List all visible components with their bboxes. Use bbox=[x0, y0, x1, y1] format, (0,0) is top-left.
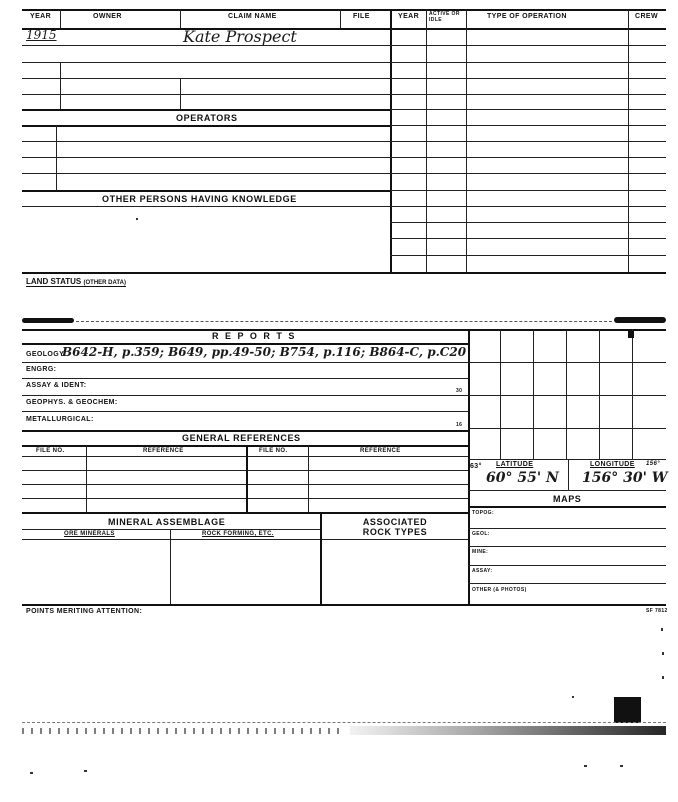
ref-header-reference-2: REFERENCE bbox=[360, 448, 401, 454]
rule bbox=[56, 125, 57, 190]
rock-forming-label: ROCK FORMING, ETC. bbox=[202, 531, 274, 537]
scan-smudge bbox=[614, 317, 666, 323]
rule bbox=[22, 411, 468, 412]
rule bbox=[390, 62, 666, 63]
longitude-label: LONGITUDE bbox=[590, 461, 635, 468]
latitude-value: 60° 55' N bbox=[486, 470, 559, 486]
land-status-sublabel: (OTHER DATA) bbox=[83, 280, 126, 286]
rule bbox=[22, 362, 468, 363]
rule bbox=[390, 45, 666, 46]
rule bbox=[22, 78, 390, 79]
latitude-prefix: 63° bbox=[470, 463, 482, 470]
rule bbox=[390, 109, 666, 110]
points-meriting-attention-label: POINTS MERITING ATTENTION: bbox=[26, 608, 143, 615]
rule bbox=[390, 94, 666, 95]
rule bbox=[500, 329, 501, 459]
rule bbox=[180, 78, 181, 109]
rule bbox=[468, 506, 666, 508]
rule bbox=[390, 141, 666, 142]
rule bbox=[22, 512, 468, 514]
rule bbox=[22, 125, 390, 127]
rule bbox=[22, 9, 666, 11]
rule bbox=[22, 722, 666, 723]
rule bbox=[22, 484, 468, 485]
scan-speck bbox=[136, 218, 138, 220]
rule bbox=[599, 329, 600, 459]
rule bbox=[468, 583, 666, 584]
rule bbox=[22, 430, 468, 432]
rule bbox=[22, 157, 390, 158]
rule bbox=[86, 445, 87, 512]
scan-smudge bbox=[22, 318, 74, 323]
other-persons-heading: OTHER PERSONS HAVING KNOWLEDGE bbox=[102, 194, 297, 204]
rule bbox=[22, 456, 468, 457]
scan-noise-band bbox=[22, 728, 342, 734]
rule bbox=[390, 222, 666, 223]
associated-rock-types-heading: ASSOCIATED ROCK TYPES bbox=[362, 517, 428, 537]
header-active-idle: ACTIVE OR IDLE bbox=[429, 11, 460, 23]
header-crew: CREW bbox=[635, 13, 658, 20]
header-file: FILE bbox=[353, 13, 370, 20]
rule bbox=[468, 395, 666, 396]
rule bbox=[60, 62, 61, 109]
reports-heading: R E P O R T S bbox=[212, 331, 297, 341]
rule bbox=[468, 565, 666, 566]
rule bbox=[22, 445, 468, 447]
rule bbox=[22, 539, 468, 540]
rule bbox=[22, 190, 390, 192]
maps-heading: MAPS bbox=[553, 494, 582, 504]
rule bbox=[340, 9, 341, 28]
rule bbox=[308, 445, 309, 512]
geology-label: GEOLOGY: bbox=[26, 351, 67, 358]
rule bbox=[566, 329, 567, 459]
rule bbox=[390, 78, 666, 79]
maps-topog-label: TOPOG: bbox=[472, 510, 495, 516]
rule bbox=[22, 329, 666, 331]
scan-noise-band bbox=[350, 726, 666, 735]
rule bbox=[390, 206, 666, 207]
rule bbox=[468, 428, 666, 429]
rule bbox=[390, 190, 666, 191]
rule bbox=[22, 141, 390, 142]
rule bbox=[22, 28, 666, 30]
rule bbox=[468, 362, 666, 363]
land-status-label: LAND STATUS bbox=[26, 277, 82, 286]
entry-year: 1915 bbox=[26, 28, 57, 42]
rule bbox=[22, 470, 468, 471]
rule bbox=[468, 490, 666, 491]
rule bbox=[22, 604, 666, 606]
engrg-label: ENGRG: bbox=[26, 366, 57, 373]
rule bbox=[22, 173, 390, 174]
rule bbox=[170, 529, 171, 604]
rule bbox=[320, 512, 322, 604]
geology-value: B642-H, p.359; B649, pp.49-50; B754, p.116; B864-C, p.C20 bbox=[62, 345, 467, 359]
header-claim-name: CLAIM NAME bbox=[228, 13, 277, 20]
rule bbox=[390, 238, 666, 239]
margin-number: 30 bbox=[456, 388, 463, 394]
general-references-heading: GENERAL REFERENCES bbox=[182, 433, 301, 443]
rule bbox=[60, 9, 61, 28]
rule bbox=[468, 459, 666, 460]
header-year: YEAR bbox=[30, 13, 52, 20]
scan-speck bbox=[620, 765, 623, 767]
assay-ident-label: ASSAY & IDENT: bbox=[26, 382, 87, 389]
longitude-value: 156° 30' W bbox=[582, 470, 668, 486]
scan-speck bbox=[30, 772, 33, 774]
rule bbox=[568, 459, 569, 490]
ref-header-file-no-2: FILE NO. bbox=[259, 448, 288, 454]
scan-speck bbox=[584, 765, 587, 767]
scan-speck bbox=[662, 652, 664, 655]
maps-assay-label: ASSAY: bbox=[472, 568, 493, 574]
operators-heading: OPERATORS bbox=[176, 113, 238, 123]
rule bbox=[22, 378, 468, 379]
rule bbox=[390, 173, 666, 174]
rule bbox=[390, 157, 666, 158]
scan-speck bbox=[661, 628, 663, 631]
corner-mark bbox=[628, 331, 634, 338]
maps-geol-label: GEOL: bbox=[472, 531, 490, 537]
margin-number: 16 bbox=[456, 422, 463, 428]
land-status-heading bbox=[26, 277, 126, 287]
header-year-2: YEAR bbox=[398, 13, 420, 20]
rule bbox=[390, 255, 666, 256]
entry-claim-name: Kate Prospect bbox=[183, 27, 297, 46]
metallurgical-label: METALLURGICAL: bbox=[26, 416, 94, 423]
header-type-of-operation: TYPE OF OPERATION bbox=[487, 13, 567, 20]
rule bbox=[468, 546, 666, 547]
rule bbox=[632, 329, 633, 459]
rule bbox=[22, 395, 468, 396]
longitude-prefix: 156° bbox=[646, 461, 661, 467]
ore-minerals-label: ORE MINERALS bbox=[64, 531, 115, 537]
rule bbox=[533, 329, 534, 459]
rule bbox=[22, 94, 390, 95]
rule bbox=[390, 125, 666, 126]
scan-speck bbox=[572, 696, 574, 698]
rule bbox=[468, 528, 666, 529]
rule bbox=[22, 529, 320, 530]
rule bbox=[246, 445, 248, 512]
header-owner: OWNER bbox=[93, 13, 122, 20]
rule bbox=[22, 498, 468, 499]
maps-other-label: OTHER (& PHOTOS) bbox=[472, 587, 527, 593]
mineral-assemblage-heading: MINERAL ASSEMBLAGE bbox=[108, 517, 226, 527]
rule bbox=[22, 45, 390, 46]
maps-mine-label: MINE: bbox=[472, 549, 489, 555]
rule bbox=[22, 62, 390, 63]
latitude-label: LATITUDE bbox=[496, 461, 534, 468]
form-number: SF 7812 bbox=[646, 608, 668, 614]
scan-speck bbox=[662, 676, 664, 679]
rule bbox=[76, 321, 612, 322]
rule bbox=[22, 109, 390, 111]
rule bbox=[22, 272, 666, 274]
ref-header-file-no: FILE NO. bbox=[36, 448, 65, 454]
scan-speck bbox=[84, 770, 87, 772]
geophys-label: GEOPHYS. & GEOCHEM: bbox=[26, 399, 118, 406]
rule bbox=[180, 9, 181, 28]
ref-header-reference: REFERENCE bbox=[143, 448, 184, 454]
scan-blot bbox=[614, 697, 641, 723]
rule bbox=[22, 206, 390, 207]
